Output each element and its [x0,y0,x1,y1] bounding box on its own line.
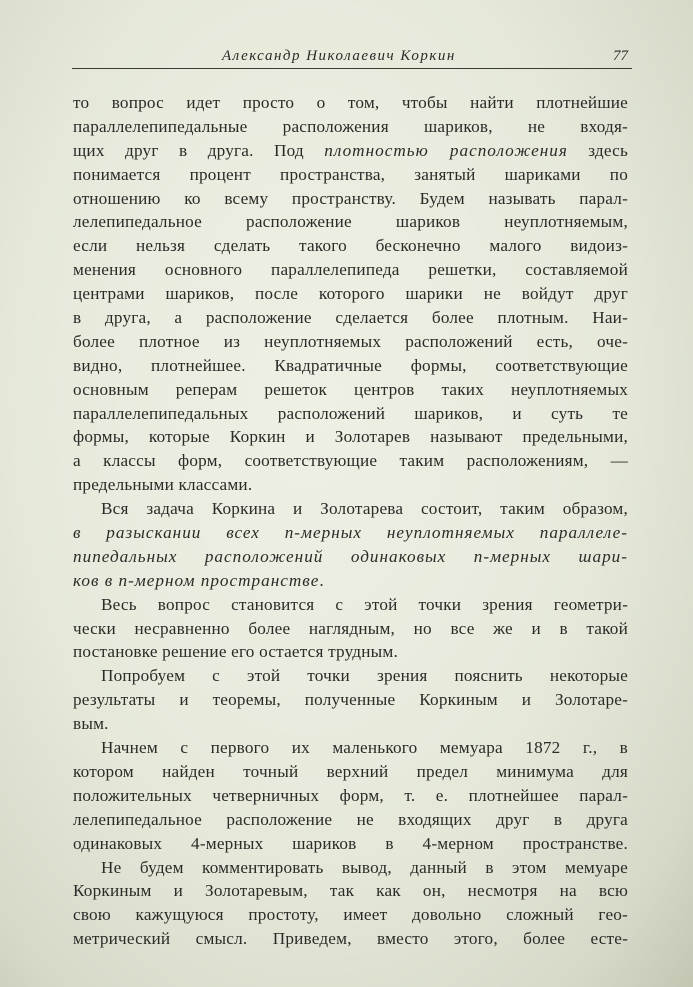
text-line [73,617,628,641]
text-segment: Начнем с первого их маленького мемуара 1872 г., в [101,738,628,758]
text-segment: то вопрос идет просто о том, чтобы найти плотнейшие [73,93,628,112]
text-line [73,736,628,760]
text-segment: лелепипедальное расположение шариков неуплотняемым, [73,212,628,232]
text-segment: если нельзя сделать такого бесконечно малого видоиз- [73,236,628,256]
running-header [72,44,632,69]
text-segment: Коркиным и Золотаревым, так как он, несмотря на всю [73,881,628,901]
text-segment: Вся задача Коркина и Золотарева состоит, таким образом, [101,499,628,519]
text-segment: основным реперам решеток центров таких неуплотняемых [73,379,628,399]
text-segment: предельными классами. [73,475,253,495]
text-segment: формы, которые Коркин и Золотарев называют предельными, [73,427,628,447]
text-segment: параллелепипедальные расположения шариков, не входя- [73,116,628,136]
text-line [73,545,628,569]
text-segment: свою кажущуюся простоту, имеет довольно сложный гео- [73,905,628,925]
text-line [73,163,628,187]
text-segment: постановке решение его остается трудным. [73,642,398,662]
text-segment: центрами шариков, после которого шарики не войдут друг [73,284,628,304]
text-segment: понимается процент пространства, занятый шариками по [73,164,628,184]
text-segment: менения основного параллелепипеда решетки, составляемой [73,260,628,280]
text-segment: отношению ко всему пространству. Будем называть парал- [73,188,628,208]
text-line [73,640,628,664]
text-line [73,210,628,234]
text-line [73,927,628,951]
text-segment: чески несравненно более наглядным, но все же и в такой [73,618,628,638]
italic-text: ков в n-мерном пространстве [73,570,320,590]
text-segment: более плотное из неуплотняемых расположений есть, оче- [73,331,628,351]
running-title: Александр Николаевич Коркин [222,48,456,64]
text-line [73,258,628,282]
italic-text: пипедальных расположений одинаковых n-мерных шари- [73,546,628,566]
text-segment: видно, плотнейшее. Квадратичные формы, соответствующие [73,355,628,375]
text-line [73,760,628,784]
text-line [73,664,628,688]
text-line [73,187,628,211]
text-line [73,856,628,880]
text-line [73,115,628,139]
text-segment: котором найден точный верхний предел минимума для [73,761,628,781]
text-segment: Весь вопрос становится с этой точки зрения геометри- [101,594,628,614]
text-line [73,139,628,163]
text-segment: Попробуем с этой точки зрения пояснить некоторые [101,666,628,686]
text-segment: щих друг в друга. Под [73,140,325,160]
text-segment: а классы форм, соответствующие таким расположениям, — [73,451,628,471]
text-segment: метрический смысл. Приведем, вместо этого, более есте- [73,929,628,949]
text-line [73,712,628,736]
text-segment: параллелепипедальных расположений шариков, и суть те [73,403,628,423]
text-segment: Не будем комментировать вывод, данный в этом мемуаре [101,857,628,877]
text-line [73,593,628,617]
text-segment: одинаковых 4-мерных шариков в 4-мерном пространстве. [73,833,628,853]
text-line [73,354,628,378]
text-segment: вым. [73,714,109,734]
page-number: 77 [613,48,628,64]
text-line [73,521,628,545]
text-segment: результаты и теоремы, полученные Коркиным и Золотаре- [73,690,628,710]
italic-text: в разыскании всех n-мерных неуплотняемых параллеле- [73,523,628,543]
text-line [73,903,628,927]
page-body-text [73,91,628,951]
text-line [73,808,628,832]
text-segment: в друга, а расположение сделается более плотным. Наи- [73,308,628,328]
text-line [73,497,628,521]
text-line [73,402,628,426]
text-segment: положительных четверничных форм, т. е. плотнейшее парал- [73,785,628,805]
text-line [73,784,628,808]
text-segment: . [319,570,324,590]
text-line [73,473,628,497]
text-line [73,425,628,449]
text-line [73,832,628,856]
italic-text: плотностью расположения [324,140,568,160]
text-segment: здесь [567,140,628,160]
text-line [73,378,628,402]
text-line [73,306,628,330]
text-line [73,688,628,712]
text-line [73,879,628,903]
text-line [73,330,628,354]
text-segment: лелепипедальное расположение не входящих друг в друга [73,809,628,829]
text-line [73,282,628,306]
text-line [73,91,628,115]
text-line [73,234,628,258]
text-line [73,449,628,473]
text-line [73,569,628,593]
